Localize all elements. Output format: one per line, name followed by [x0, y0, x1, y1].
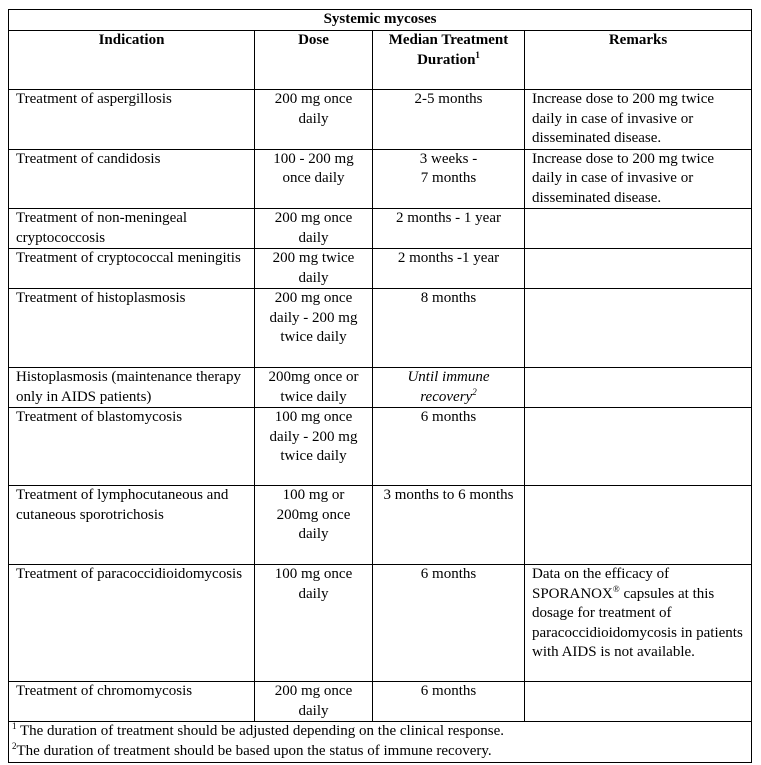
header-indication: Indication [9, 31, 255, 90]
systemic-mycoses-table [8, 9, 752, 763]
cell-remarks [525, 249, 752, 289]
footnote: $^1$ The duration of treatment should be adjusted depending on the clinical response. [12, 721, 505, 739]
cell-remarks [525, 682, 752, 722]
cell-dose: 100 mg once daily - 200 mg twice daily [255, 408, 373, 486]
cell-indication: Treatment of blastomycosis [9, 408, 255, 486]
cell-indication: Treatment of paracoccidioidomycosis [9, 565, 255, 682]
cell-remarks: Increase dose to 200 mg twice daily in case of invasive or disseminated disease. [525, 149, 752, 209]
cell-dose: 200 mg once daily [255, 682, 373, 722]
cell-duration [373, 149, 525, 209]
cell-indication: Treatment of cryptococcal meningitis [9, 249, 255, 289]
cell-remarks [525, 486, 752, 565]
cell-duration: 6 months [373, 565, 525, 682]
cell-dose: 200 mg twice daily [255, 249, 373, 289]
table-title: Systemic mycoses [9, 10, 752, 31]
cell-duration: 2-5 months [373, 90, 525, 150]
duration-line: 3 weeks - [419, 150, 478, 167]
table-row [9, 209, 752, 249]
cell-dose: 200mg once or twice daily [255, 368, 373, 408]
cell-indication: Treatment of lymphocutaneous and cutaneous sporotrichosis [9, 486, 255, 565]
header-duration: Median Treatment Duration$^1$ [373, 31, 525, 90]
footnote: $^2$The duration of treatment should be based upon the status of immune recovery. [12, 740, 492, 759]
table-row [9, 249, 752, 289]
cell-duration: 3 months to 6 months [373, 486, 525, 565]
cell-remarks [525, 368, 752, 408]
cell-remarks [525, 289, 752, 368]
cell-remarks [525, 209, 752, 249]
table-row [9, 289, 752, 368]
cell-indication: Treatment of non-meningeal cryptococcosis [9, 209, 255, 249]
cell-dose: 100 mg or 200mg once daily [255, 486, 373, 565]
table-row [9, 682, 752, 722]
table-row [9, 408, 752, 486]
cell-duration: Until immune recovery$^2$ [373, 368, 525, 408]
cell-indication: Treatment of histoplasmosis [9, 289, 255, 368]
cell-dose: 200 mg once daily [255, 209, 373, 249]
table-row [9, 486, 752, 565]
header-remarks: Remarks [525, 31, 752, 90]
cell-duration: 2 months -1 year [373, 249, 525, 289]
table-row [9, 368, 752, 408]
cell-remarks [525, 408, 752, 486]
cell-duration: 8 months [373, 289, 525, 368]
cell-indication: Histoplasmosis (maintenance therapy only in AIDS patients) [9, 368, 255, 408]
cell-indication: Treatment of chromomycosis [9, 682, 255, 722]
cell-indication: Treatment of aspergillosis [9, 90, 255, 150]
header-dose: Dose [255, 31, 373, 90]
cell-dose: 200 mg once daily - 200 mg twice daily [255, 289, 373, 368]
cell-duration: 6 months [373, 408, 525, 486]
footnotes [9, 722, 752, 763]
cell-remarks: Increase dose to 200 mg twice daily in case of invasive or disseminated disease. [525, 90, 752, 150]
cell-dose: 100 mg once daily [255, 565, 373, 682]
table-row [9, 90, 752, 150]
cell-duration: 2 months - 1 year [373, 209, 525, 249]
cell-indication: Treatment of candidosis [9, 149, 255, 209]
cell-dose: 100 - 200 mg once daily [255, 149, 373, 209]
cell-dose: 200 mg once daily [255, 90, 373, 150]
duration-line: 7 months [420, 170, 477, 186]
cell-remarks: Data on the efficacy of SPORANOX® capsules at this dosage for treatment of paracoccidioidomycosis in patients with AIDS is not available. [525, 565, 752, 682]
table-row [9, 149, 752, 209]
table-row [9, 565, 752, 682]
cell-duration: 6 months [373, 682, 525, 722]
